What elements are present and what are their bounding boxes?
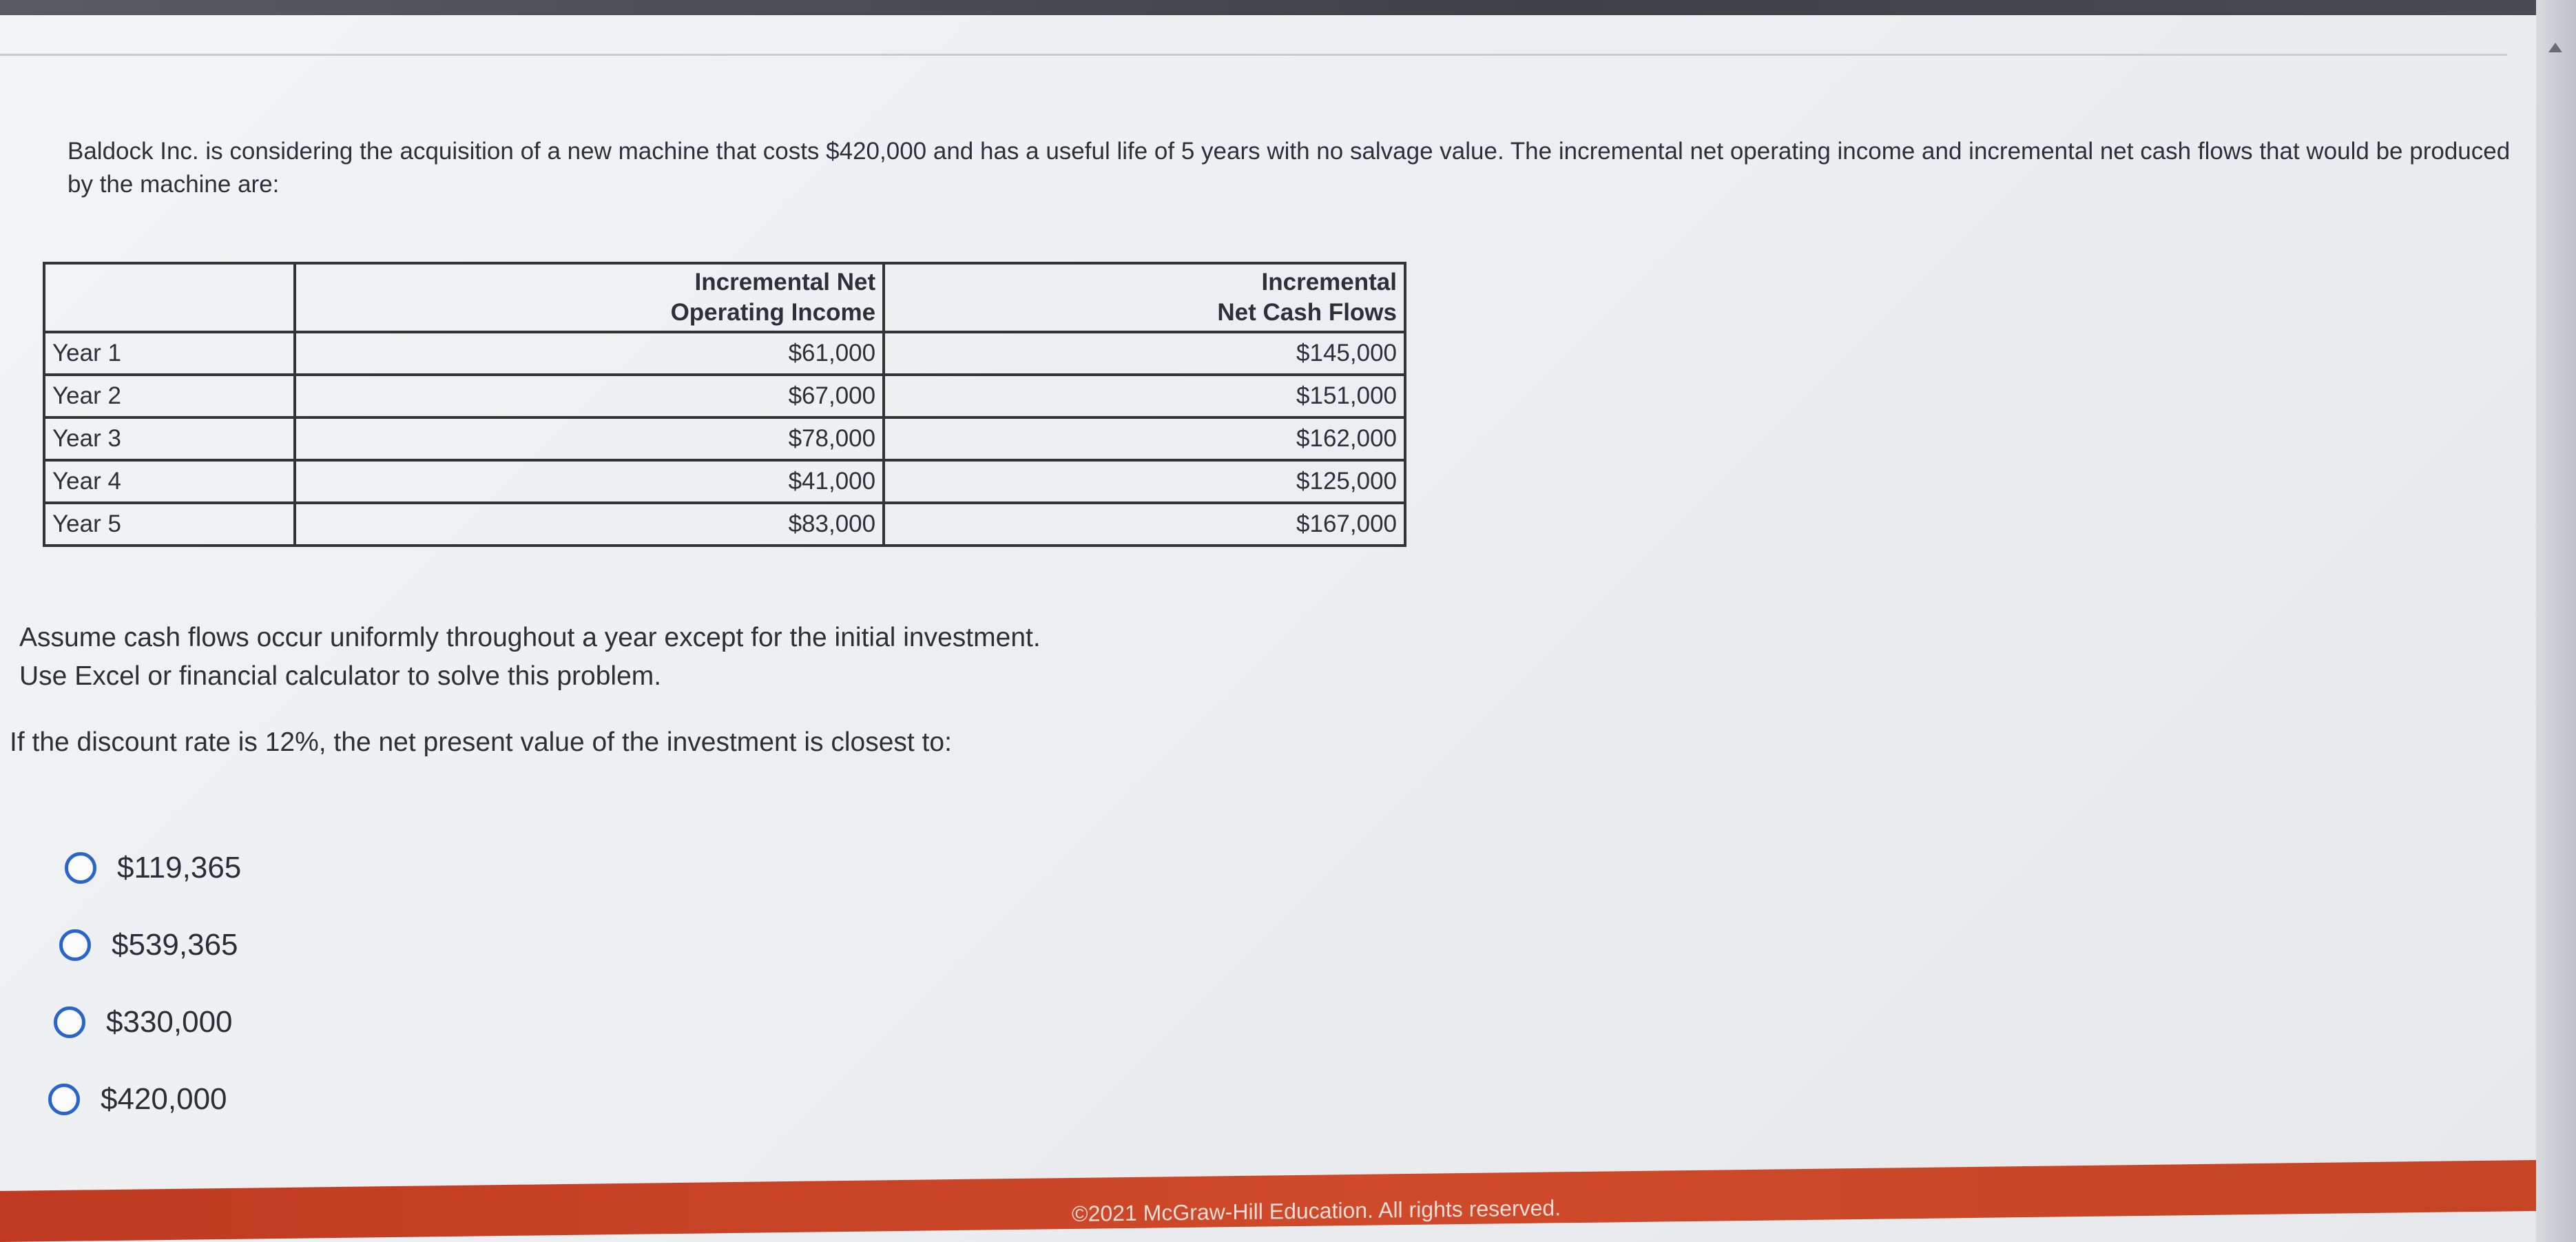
answer-option-3[interactable] [54,1002,241,1043]
table-header-row [44,263,1405,332]
answer-option-label: $420,000 [101,1082,227,1116]
footer-bar [0,1160,2536,1242]
net-cash-flow-value: $151,000 [884,375,1405,417]
header-operating-income [295,263,884,332]
table-row [44,503,1405,546]
copyright-text: ©2021 McGraw-Hill Education. All rights reserved. [1072,1195,1561,1226]
assumption-text [19,619,1041,696]
net-cash-flow-value: $145,000 [884,332,1405,375]
radio-button-icon[interactable] [59,929,91,961]
table-row [44,332,1405,375]
screen-top-bezel [0,0,2576,15]
year-label: Year 3 [44,417,295,460]
header-operating-income-line1: Incremental Net [694,269,876,296]
answer-option-label: $330,000 [106,1005,233,1039]
header-operating-income-line2: Operating Income [670,299,876,326]
operating-income-value: $67,000 [295,375,884,417]
question-prompt: If the discount rate is 12%, the net present value of the investment is closest to: [10,727,952,757]
operating-income-value: $83,000 [295,503,884,546]
table-row [44,417,1405,460]
scrollbar[interactable] [2536,0,2576,1242]
radio-button-icon[interactable] [48,1084,80,1115]
answer-option-2[interactable] [59,924,241,966]
radio-button-icon[interactable] [65,852,96,884]
assumption-line-1: Assume cash flows occur uniformly throughout a year except for the initial investment. [19,623,1041,652]
header-label-cell [44,263,295,332]
answer-options [65,847,241,1156]
assumption-line-2: Use Excel or financial calculator to solve this problem. [19,661,662,691]
year-label: Year 1 [44,332,295,375]
header-net-cash-flows-line2: Net Cash Flows [1217,299,1397,326]
table-row [44,460,1405,503]
operating-income-value: $61,000 [295,332,884,375]
year-label: Year 2 [44,375,295,417]
header-net-cash-flows [884,263,1405,332]
header-net-cash-flows-line1: Incremental [1261,269,1397,296]
net-cash-flow-value: $162,000 [884,417,1405,460]
year-label: Year 5 [44,503,295,546]
operating-income-value: $41,000 [295,460,884,503]
answer-option-label: $119,365 [117,851,242,884]
table-row [44,375,1405,417]
cash-flow-table [43,262,1406,547]
scroll-up-arrow-icon[interactable] [2548,43,2562,52]
answer-option-label: $539,365 [112,928,238,962]
header-divider [0,15,2507,56]
answer-option-1[interactable] [65,847,241,889]
answer-option-4[interactable] [48,1079,241,1120]
operating-income-value: $78,000 [295,417,884,460]
radio-button-icon[interactable] [54,1006,85,1038]
net-cash-flow-value: $125,000 [884,460,1405,503]
year-label: Year 4 [44,460,295,503]
question-intro: Baldock Inc. is considering the acquisition of a new machine that costs $420,000 and has a useful life of 5 years with no salvage value. The incremental net operating income and incremental net cash flows that would be produced by the machine are: [67,138,2511,198]
net-cash-flow-value: $167,000 [884,503,1405,546]
